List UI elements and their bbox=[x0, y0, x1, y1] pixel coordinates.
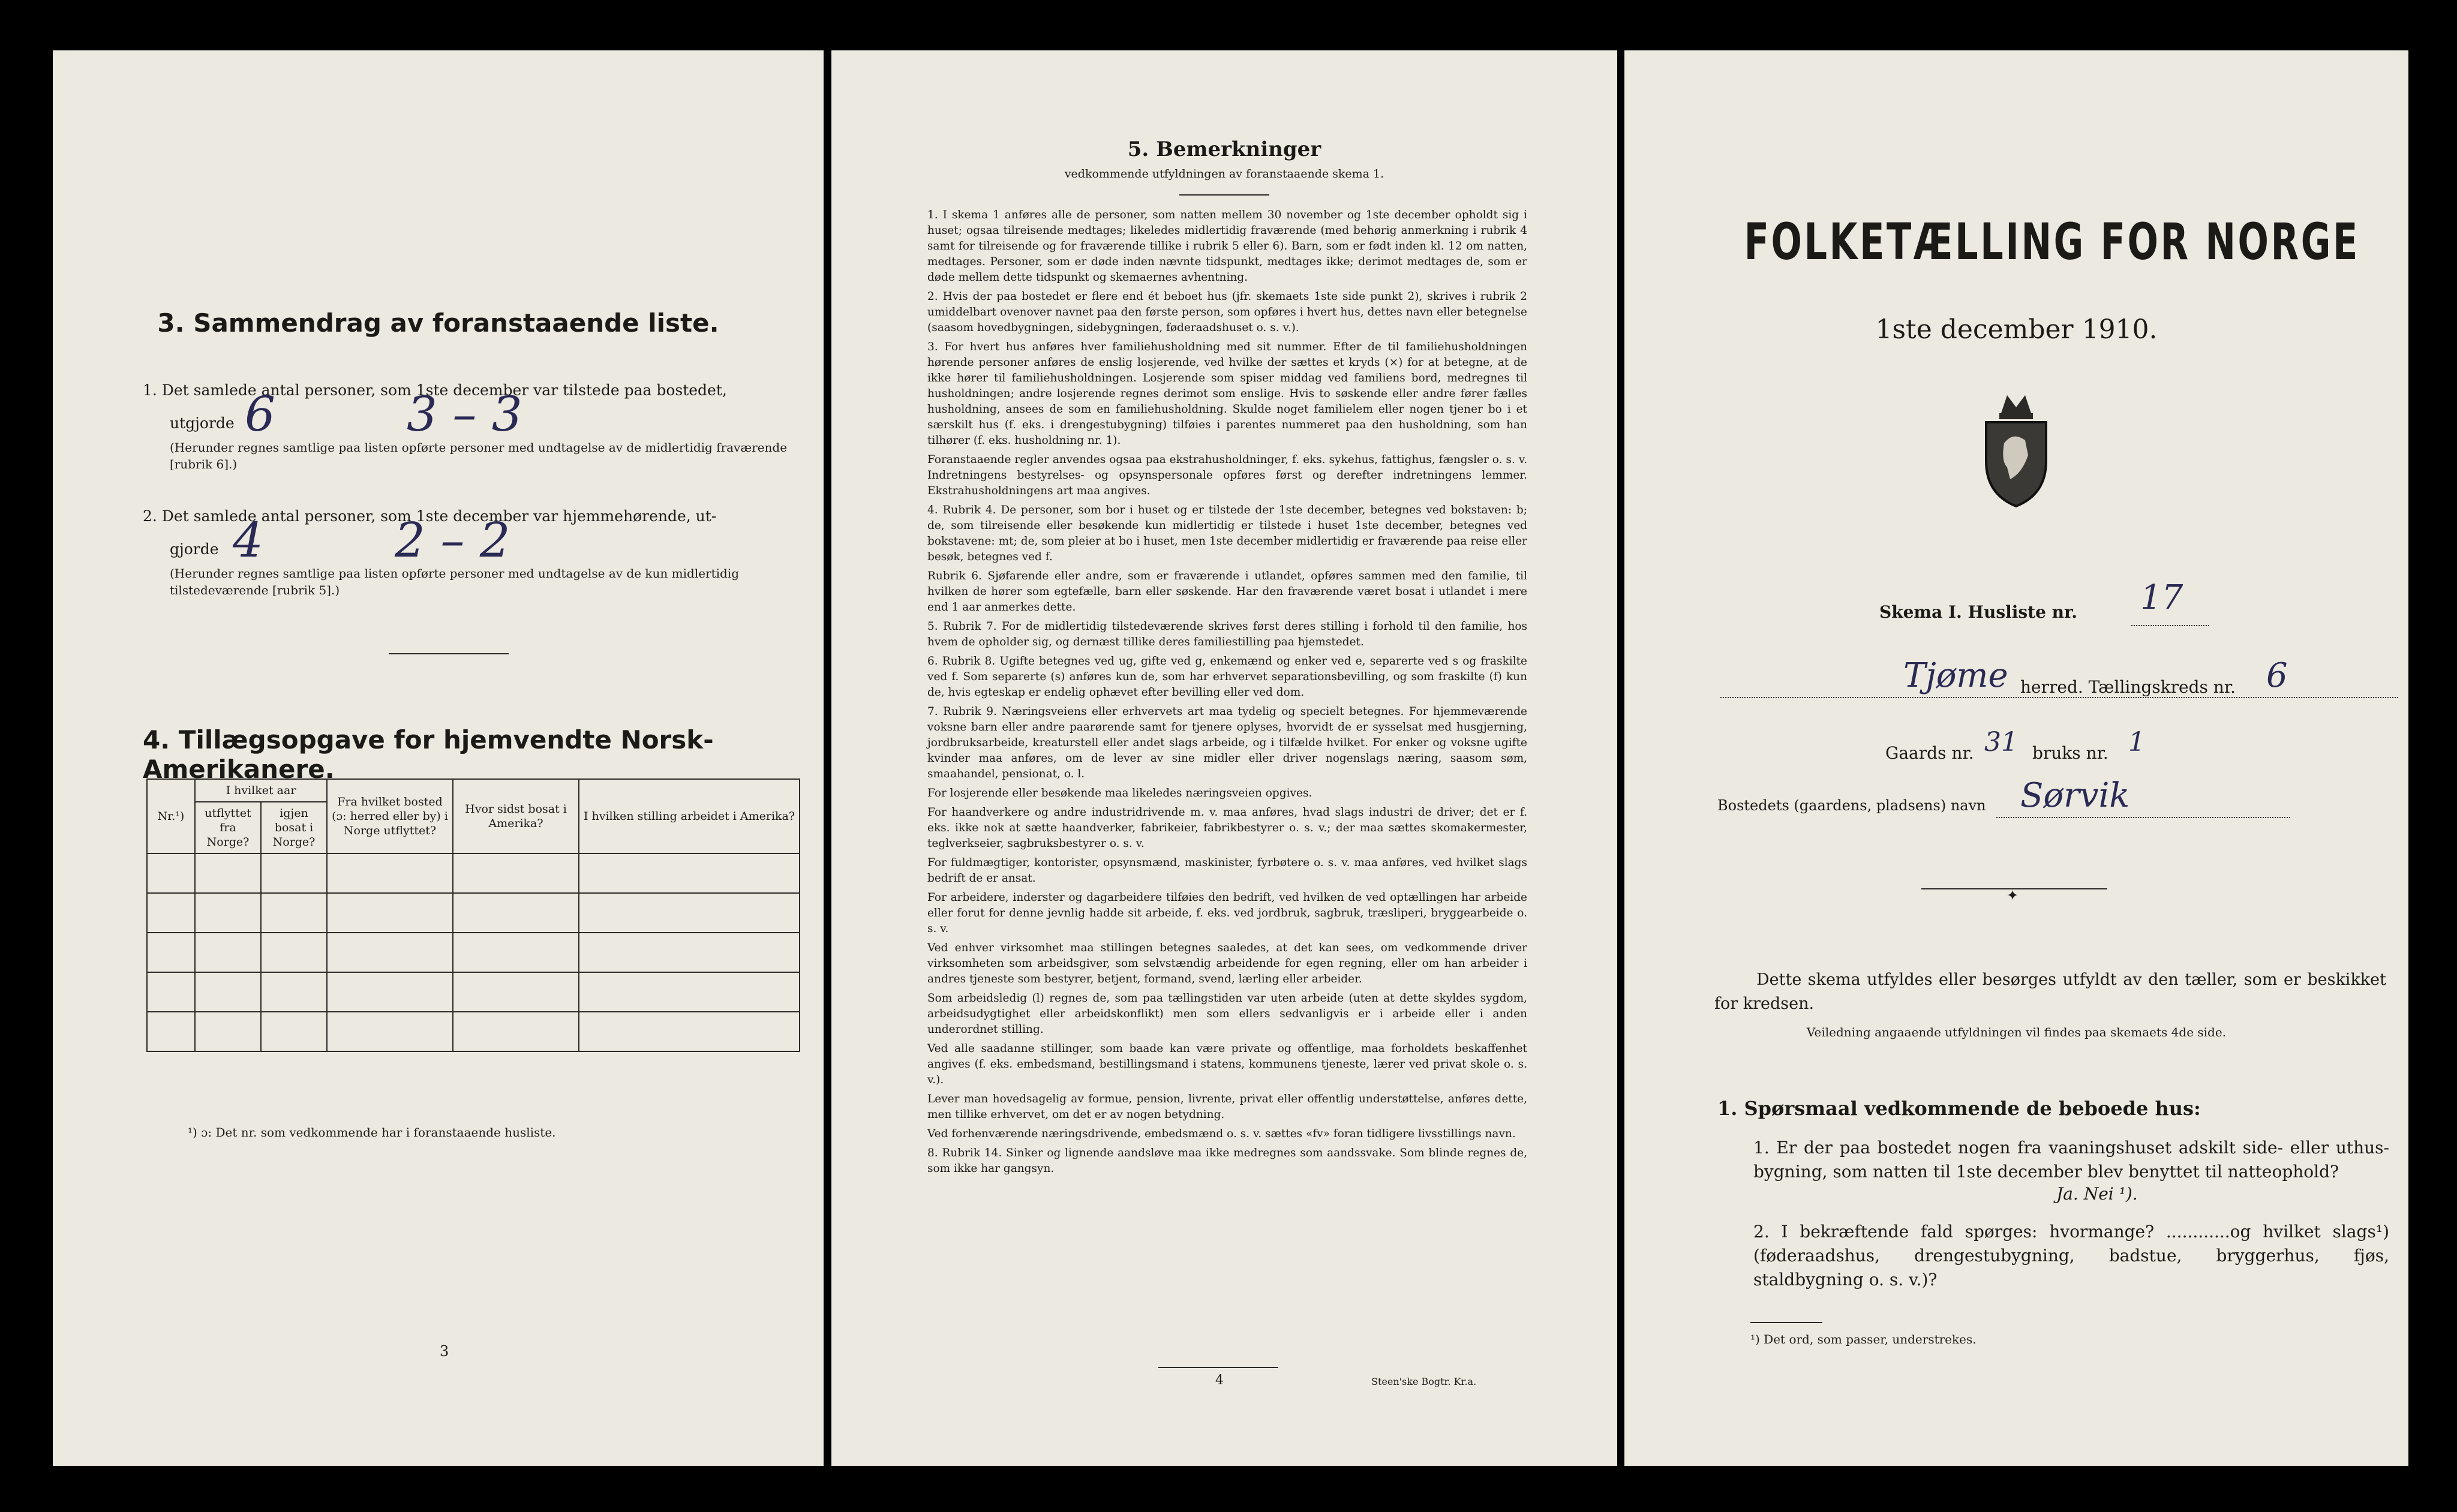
remark-paragraph: For arbeidere, inderster og dagarbeidere tilføies den bedrift, ved hvilken de ved optællingen har arbeide eller forut for denne jevnlig hadde sit arbeide, f. eks. ved jordbruk, sagbruk, træsliperi, bryggearbeide o. s. v. bbox=[927, 891, 1527, 935]
section4-title: 4. Tillægsopgave for hjemvendte Norsk-Amerikanere. bbox=[143, 725, 714, 784]
remark-paragraph: For losjerende eller besøkende maa likeledes næringsveien opgives. bbox=[927, 787, 1312, 799]
col-from-place: Fra hvilket bosted (ɔ: herred eller by) i Norge utflyttet? bbox=[327, 779, 453, 853]
printer-mark: Steen'ske Bogtr. Kr.a. bbox=[1371, 1376, 1477, 1387]
table-row bbox=[147, 893, 800, 933]
col-emigrated: utflyttet fra Norge? bbox=[195, 802, 261, 853]
question-1: 1. Er der paa bostedet nogen fra vaaningshuset adskilt side- eller uthus-bygning, som natten til 1ste december blev benyttet til natteophold? bbox=[1753, 1138, 2389, 1182]
question-heading: 1. Spørsmaal vedkommende de beboede hus: bbox=[1717, 1097, 2201, 1120]
table-footnote: ¹) ɔ: Det nr. som vedkommende har i foranstaaende husliste. bbox=[188, 1125, 556, 1140]
remark-paragraph: For fuldmægtiger, kontorister, opsynsmænd, maskinister, fyrbøtere o. s. v. maa anføres, ved hvilket slags bedrift de er ansat. bbox=[927, 856, 1527, 885]
remark-paragraph: Ved forhenværende næringsdrivende, embedsmænd o. s. v. sættes «fv» foran tidligere livsstillings navn. bbox=[927, 1128, 1516, 1140]
intro-text: Dette skema utfyldes eller besørges utfyldt av den tæller, som er beskikket for kredsen. bbox=[1714, 970, 2386, 1013]
page-number: 4 bbox=[1215, 1373, 1224, 1388]
table-row bbox=[147, 933, 800, 972]
remarks-title: 5. Bemerkninger bbox=[1127, 137, 1321, 161]
bosted-label: Bostedets (gaardens, pladsens) navn bbox=[1717, 797, 1986, 814]
question-2: 2. I bekræftende fald spørges: hvormange? ............og hvilket slags¹) (føderaadshus, drengestubygning, badstue, bryggerhus, fjøs, staldbygning o. s. v.)? bbox=[1753, 1222, 2389, 1289]
page-left bbox=[53, 50, 824, 1466]
item1-value: 6 bbox=[245, 386, 275, 442]
form-title-wrap bbox=[1624, 212, 2408, 271]
gaards-value: 31 bbox=[1984, 727, 2018, 757]
remark-paragraph: Foranstaaende regler anvendes ogsaa paa ekstrahusholdninger, f. eks. sykehus, fattighus, fængsler o. s. v. Indretningens bestyrelses- og opsynspersonale opføres først og derefter indretningens lemmer. Ekstrahusholdningens art maa angives. bbox=[927, 453, 1527, 497]
item1-label: utgjorde bbox=[170, 414, 235, 432]
remark-paragraph: 3. For hvert hus anføres hver familiehusholdning med sit nummer. Efter de til familiehusholdningen hørende personer anføres de enslig losjerende, ved hvilke der sættes et kryds (×) for at betegne, at de ikke hører til familiehusholdningen. Losjerende som spiser middag ved familiens bord, medregnes til husholdningen; andre losjerende regnes derimot som enslige. Hvis to søskende eller andre fører fælles husholdning, ansees de som en familiehusholdning. Skulde noget familielem eller nogen tjener bo i et særskilt hus (f. eks. i drengestubygning) tilføies i parentes nummeret paa den husholdning, som han tilhører (f. eks. husholdning nr. 1). bbox=[927, 341, 1527, 447]
bosted-line bbox=[1996, 817, 2290, 818]
section3-title: 3. Sammendrag av foranstaaende liste. bbox=[157, 308, 719, 338]
item2-line: 2. Det samlede antal personer, som 1ste december var hjemmehørende, ut- bbox=[143, 507, 717, 525]
col-last-place: Hvor sidst bosat i Amerika? bbox=[453, 779, 579, 853]
kreds-value: 6 bbox=[2266, 656, 2288, 695]
bosted-value: Sørvik bbox=[2020, 776, 2130, 815]
col-nr: Nr.¹) bbox=[147, 779, 195, 853]
remark-paragraph: 4. Rubrik 4. De personer, som bor i huset og er tilstede der 1ste december, betegnes ved bokstaven: b; de, som tilreisende eller besøkende kun midlertidig er tilstede i huset 1ste december, betegnes ved bokstavene: mt; de, som pleier at bo i huset, men 1ste december midlertidig er fraværende paa reise eller besøk, betegnes ved f. bbox=[927, 504, 1527, 563]
remark-paragraph: Lever man hovedsagelig av formue, pension, livrente, privat eller offentlig understøttelse, anføres dette, men tillike erhvervet, om det er av nogen betydning. bbox=[927, 1093, 1527, 1121]
form-title: FOLKETÆLLING FOR NORGE bbox=[1744, 212, 2360, 271]
schema-line bbox=[2131, 625, 2209, 626]
herred-value: Tjøme bbox=[1903, 656, 2008, 695]
bruks-label: bruks nr. bbox=[2032, 743, 2108, 763]
divider bbox=[389, 653, 509, 654]
col-group-year: I hvilket aar bbox=[195, 779, 327, 802]
remark-paragraph: Som arbeidsledig (l) regnes de, som paa tællingstiden var uten arbeide (uten at dette skyldes sygdom, arbeidsudygtighet eller arbeidskonflikt) men som ellers sedvanligvis er i arbeide eller i anden underordnet stilling. bbox=[927, 992, 1527, 1036]
norsk-amerikanere-table bbox=[146, 778, 800, 1052]
divider bbox=[1158, 1367, 1278, 1368]
intro-note: Veiledning angaaende utfyldningen vil findes paa skemaets 4de side. bbox=[1806, 1025, 2227, 1039]
table-row bbox=[147, 853, 800, 893]
remark-paragraph: For haandverkere og andre industridrivende m. v. maa anføres, hvad slags industri de driver; det er f. eks. ikke nok at sætte haandverker, fabrikeier, fabrikbestyrer o. s. v.; der maa sættes skomakermester, teglverkseier, sagbruksbestyrer o. s. v. bbox=[927, 806, 1527, 850]
remark-paragraph: 8. Rubrik 14. Sinker og lignende aandsløve maa ikke medregnes som aandssvake. Som blinde regnes de, som ikke har gangsyn. bbox=[927, 1147, 1527, 1175]
page-middle bbox=[831, 50, 1617, 1466]
col-position: I hvilken stilling arbeidet i Amerika? bbox=[579, 779, 800, 853]
herred-label: herred. Tællingskreds nr. bbox=[2020, 677, 2236, 697]
page-right bbox=[1624, 50, 2408, 1466]
herred-line bbox=[1720, 697, 2398, 698]
item2-label: gjorde bbox=[170, 540, 219, 558]
remark-paragraph: 6. Rubrik 8. Ugifte betegnes ved ug, gifte ved g, enkemænd og enker ved e, separerte ved s og fraskilte ved f. Som separerte (s) anføres kun de, som har erhvervet separationsbevilling, og som fraskilte (f) kun de, hvis egteskap er endelig ophævet efter bevilling eller ved dom. bbox=[927, 655, 1527, 699]
remark-paragraph: 7. Rubrik 9. Næringsveiens eller erhvervets art maa tydelig og specielt betegnes. For hjemmeværende voksne barn eller andre paarørende samt for tjenere oplyses, hvorvidt de er sysselsat med husgjerning, jordbruksarbeide, kreaturstell eller andet slags arbeide, og i tilfælde hvilket. For enker og voksne ugifte kvinder maa anføres, om de lever av sine midler eller driver nogenslags næring, saasom søm, smaahandel, pensionat, o. l. bbox=[927, 705, 1527, 780]
page-number: 3 bbox=[440, 1343, 449, 1360]
remark-paragraph: Rubrik 6. Sjøfarende eller andre, som er fraværende i utlandet, opføres sammen med den familie, til hvilken de hører som egtefælle, barn eller søskende. Har den fraværende været bosat i utlandet i mere end 1 aar anmerkes dette. bbox=[927, 570, 1527, 614]
remarks-body bbox=[927, 208, 1527, 1180]
item2-value: 4 bbox=[233, 512, 263, 568]
remarks-subtitle: vedkommende utfyldningen av foranstaaende skema 1. bbox=[1064, 167, 1384, 181]
table-row bbox=[147, 1012, 800, 1051]
item2-hand: 2 – 2 bbox=[395, 512, 510, 568]
remark-paragraph: 2. Hvis der paa bostedet er flere end ét beboet hus (jfr. skemaets 1ste side punkt 2), skrives i rubrik 2 umiddelbart ovenover navnet paa den første person, som opføres i hvert hus, dettes navn eller betegnelse (saasom hovedbygningen, sidebygningen, føderaadshuset o. s. v.). bbox=[927, 290, 1527, 334]
divider bbox=[1179, 194, 1269, 196]
item1-note: (Herunder regnes samtlige paa listen opførte personer med undtagelse av de midlertidig fraværende [rubrik 6].) bbox=[170, 440, 788, 471]
col-returned: igjen bosat i Norge? bbox=[261, 802, 327, 853]
schema-value: 17 bbox=[2140, 578, 2183, 617]
divider bbox=[1750, 1322, 1822, 1323]
question-1-answer: Ja. Nei ¹). bbox=[2056, 1184, 2138, 1204]
item1-line: 1. Det samlede antal personer, som 1ste december var tilstede paa bostedet, bbox=[143, 381, 727, 399]
form-date: 1ste december 1910. bbox=[1875, 314, 2158, 345]
table-row bbox=[147, 972, 800, 1012]
gaards-label: Gaards nr. bbox=[1885, 743, 1974, 763]
item1-hand: 3 – 3 bbox=[407, 386, 522, 442]
remark-paragraph: 1. I skema 1 anføres alle de personer, som natten mellem 30 november og 1ste december opholdt sig i huset; ogsaa tilreisende medtages; likeledes midlertidig fraværende (med behørig anmerkning i rubrik 4 samt for tilreisende og for fraværende tillike i rubrik 5 eller 6). Barn, som er født inden kl. 12 om natten, medtages. Personer, som er døde inden nævnte tidspunkt, medtages ikke; derimot medtages de, som er døde mellem dette tidspunkt og skemaernes avhentning. bbox=[927, 209, 1527, 284]
bruks-value: 1 bbox=[2128, 727, 2145, 757]
remark-paragraph: Ved enhver virksomhet maa stillingen betegnes saaledes, at det kan sees, om vedkommende driver virksomheten som arbeidsgiver, som selvstændig arbeidende for egen regning, eller om han arbeider i andres tjeneste som bestyrer, betjent, formand, svend, lærling eller arbeider. bbox=[927, 942, 1527, 985]
remark-paragraph: 5. Rubrik 7. For de midlertidig tilstedeværende skrives først deres stilling i forhold til den familie, hos hvem de opholder sig, og dernæst tillike deres familiestilling paa hjemstedet. bbox=[927, 620, 1527, 648]
item2-note: (Herunder regnes samtlige paa listen opførte personer med undtagelse av de kun midlertidig tilstedeværende [rubrik 5].) bbox=[170, 566, 740, 597]
schema-label: Skema I. Husliste nr. bbox=[1879, 602, 2077, 622]
remark-paragraph: Ved alle saadanne stillinger, som baade kan være private og offentlige, maa forholdets beskaffenhet angives (f. eks. embedsmand, bestillingsmand i statens, kommunens tjeneste, lærer ved privat skole o. s. v.). bbox=[927, 1042, 1527, 1086]
coat-of-arms-icon bbox=[1974, 389, 2058, 509]
ornament-icon: ✦ bbox=[2007, 887, 2019, 904]
form-footnote: ¹) Det ord, som passer, understrekes. bbox=[1750, 1332, 1977, 1346]
